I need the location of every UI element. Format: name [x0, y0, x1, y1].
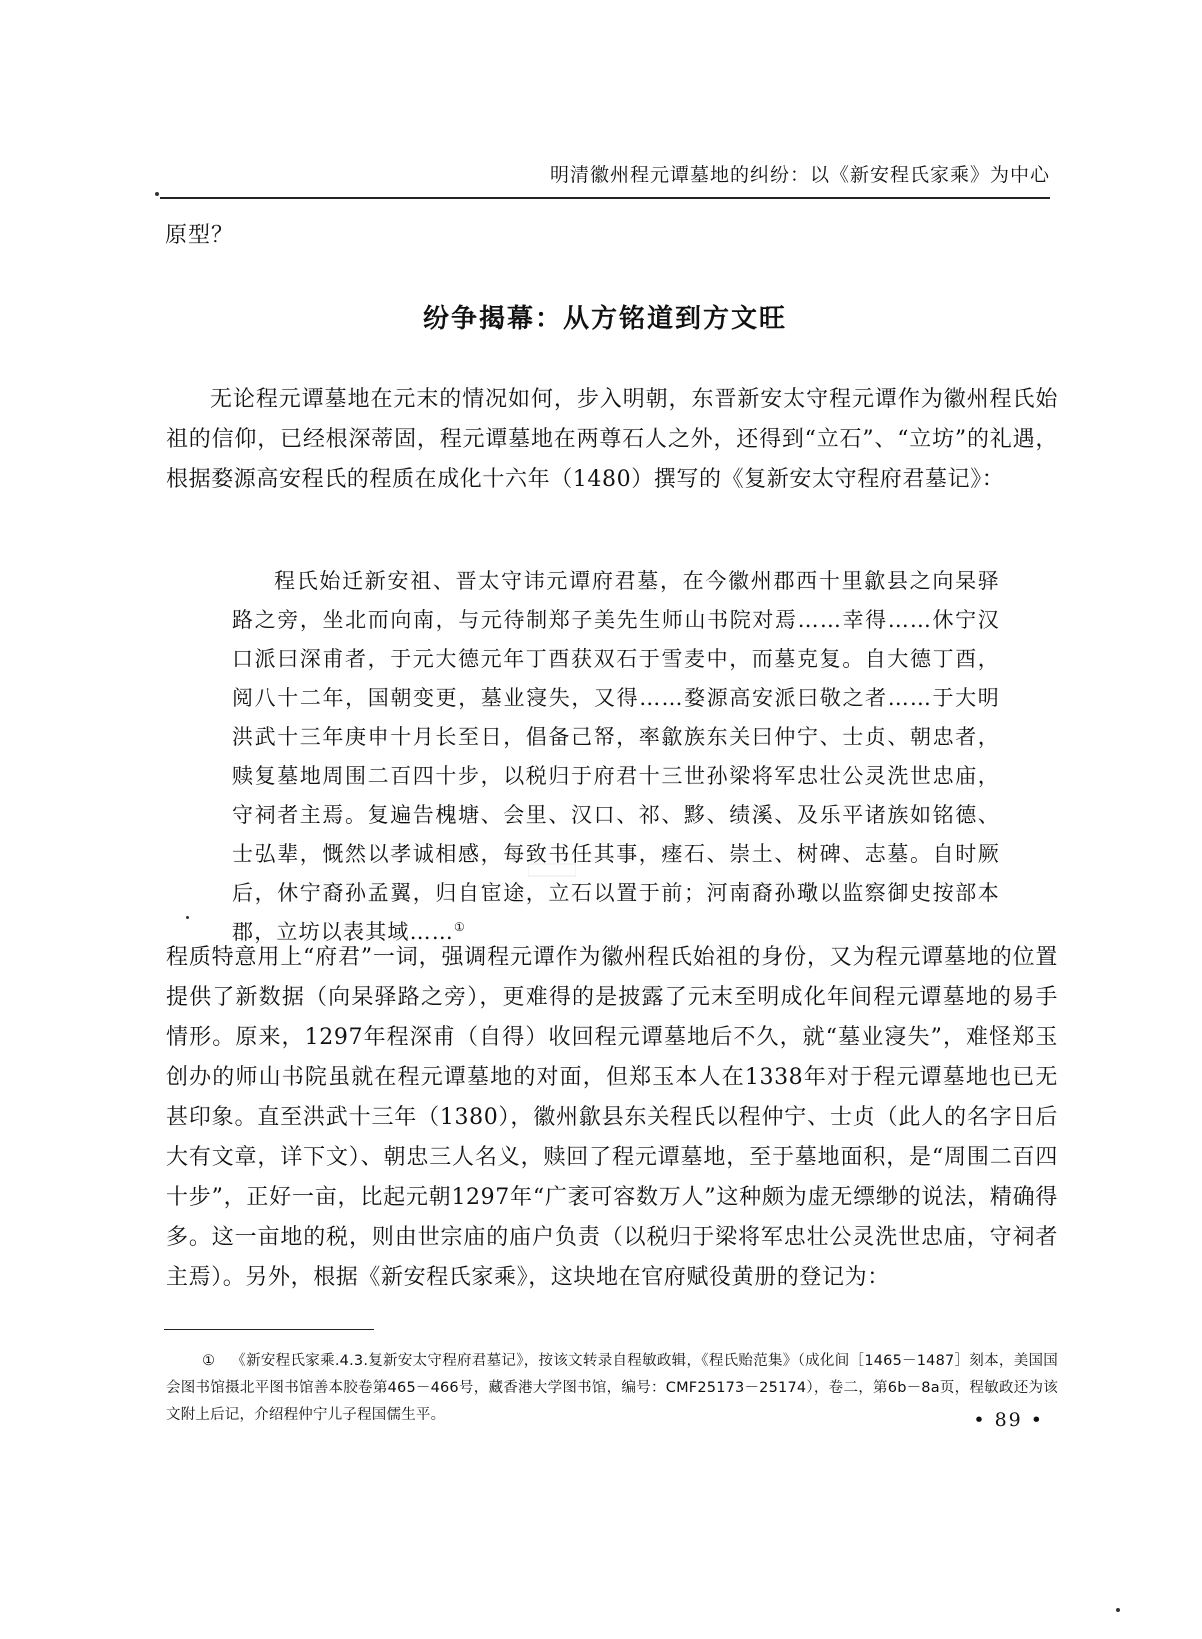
body-paragraph-2: 程质特意用上“府君”一词，强调程元谭作为徽州程氏始祖的身份，又为程元谭墓地的位置提供了新数据（向杲驿路之旁），更难得的是披露了元末至明成化年间程元谭墓地的易手情形。原来，1297年程深甫（自得）收回程元谭墓地后不久，就“墓业寖失”，难怪郑玉创办的师山书院虽就在程元谭墓地的对面，但郑玉本人在1338年对于程元谭墓地也已无甚印象。直至洪武十三年（1380），徽州歙县东关程氏以程仲宁、士贞（此人的名字日后大有文章，详下文）、朝忠三人名义，赎回了程元谭墓地，至于墓地面积，是“周围二百四十步”，正好一亩，比起元朝1297年“广袤可容数万人”这种颇为虚无缥缈的说法，精确得多。这一亩地的税，则由世宗庙的庙户负责（以税归于梁将军忠壮公灵洗世忠庙，守祠者主焉）。另外，根据《新安程氏家乘》，这块地在官府赋役黄册的登记为： — [166, 945, 1058, 1290]
page-number: • 89 • — [973, 1409, 1044, 1431]
body-paragraph-1: 无论程元谭墓地在元末的情况如何，步入明朝，东晋新安太守程元谭作为徽州程氏始祖的信仰，已经根深蒂固，程元谭墓地在两尊石人之外，还得到“立石”、“立坊”的礼遇，根据婺源高安程氏的程质在成化十六年（1480）撰写的《复新安太守程府君墓记》： — [166, 387, 1058, 492]
faint-watermark — [528, 862, 576, 878]
footnote — [166, 1348, 1058, 1429]
footnote-rule — [164, 1329, 374, 1330]
carryover-text: 原型？ — [165, 223, 235, 248]
scan-speck — [1116, 1608, 1120, 1612]
quotation-text: 程氏始迁新安祖、晋太守讳元谭府君墓，在今徽州郡西十里歙县之向杲驿路之旁，坐北而向南，与元待制郑子美先生师山书院对焉……幸得……休宁汉口派曰深甫者，于元大德元年丁酉获双石于雪麦中，而墓克复。自大德丁酉，阅八十二年，国朝变更，墓业寖失，又得……婺源高安派曰敬之者……于大明洪武十三年庚申十月长至日，倡备己帑，率歙族东关曰仲宁、士贞、朝忠者，赎复墓地周围二百四十步，以税归于府君十三世孙梁将军忠壮公灵洗世忠庙，守祠者主焉。复遍告槐塘、会里、汉口、祁、黟、绩溪、及乐平诸族如铭德、士弘辈，慨然以孝诚相感，每致书任其事，瘗石、崇土、树碑、志墓。自时厥后，休宁裔孙孟翼，归自宦途，立石以置于前；河南裔孙璥以监察御史按部本郡，立坊以表其域…… — [232, 569, 1000, 944]
scan-speck — [155, 192, 159, 196]
scan-speck — [186, 916, 189, 919]
footnote-text: 《新安程氏家乘.4.3.复新安太守程府君墓记》，按该文转录自程敏政辑，《程氏贻范集》（成化间［1465－1487］刻本，美国国会图书馆摄北平图书馆善本胶卷第465－466号，藏香港大学图书馆，编号：CMF25173－25174），卷二，第6b－8a页，程敏政还为该文附上后记，介绍程仲宁儿子程国儒生平。 — [166, 1353, 1058, 1423]
footnote-number: ① — [202, 1353, 216, 1369]
block-quotation — [232, 562, 1000, 952]
running-head: 明清徽州程元谭墓地的纠纷：以《新安程氏家乘》为中心 — [549, 164, 1050, 186]
section-title: 纷争揭幕：从方铭道到方文旺 — [422, 304, 787, 334]
footnote-reference[interactable]: ① — [454, 920, 466, 934]
header-rule — [160, 197, 1050, 199]
